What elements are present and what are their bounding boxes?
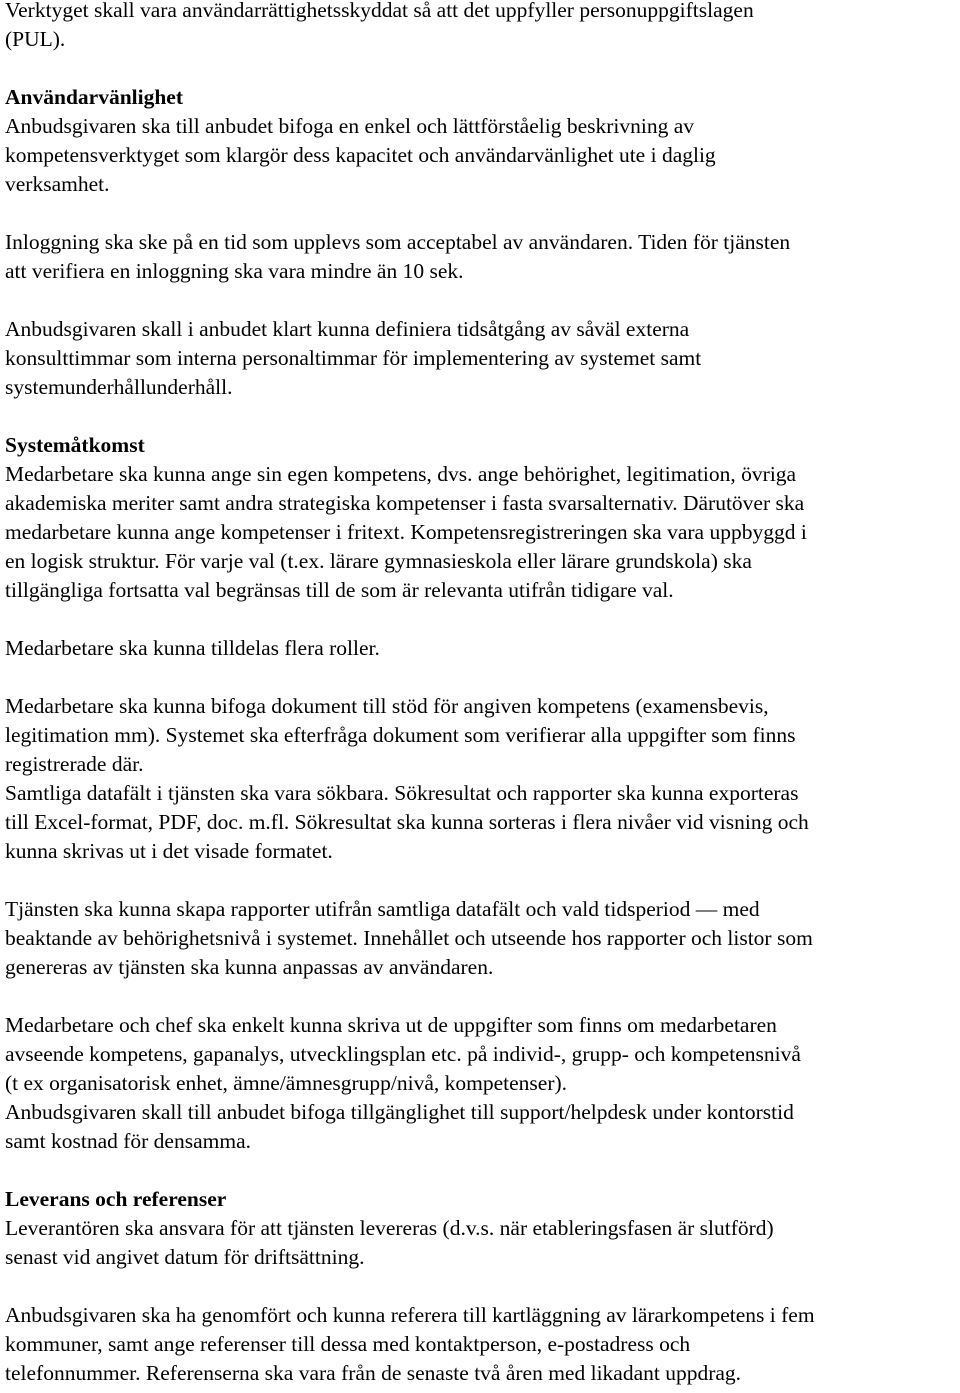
section-heading: Leverans och referenser bbox=[5, 1187, 227, 1211]
paragraph-gap bbox=[5, 605, 955, 634]
text-line: Anbudsgivaren skall i anbudet klart kunna definiera tidsåtgång av såväl externa bbox=[5, 317, 690, 341]
text-line: Anbudsgivaren ska till anbudet bifoga en enkel och lättförståelig beskrivning av bbox=[5, 114, 695, 138]
paragraph-gap bbox=[5, 199, 955, 228]
paragraph-gap bbox=[5, 402, 955, 431]
text-line: akademiska meriter samt andra strategiska kompetenser i fasta svarsalternativ. Därutöver ska bbox=[5, 491, 805, 515]
text-line: Tjänsten ska kunna skapa rapporter utifrån samtliga datafält och vald tidsperiod — med bbox=[5, 897, 760, 921]
paragraph-gap bbox=[5, 54, 955, 83]
paragraph-gap bbox=[5, 1272, 955, 1301]
text-line: kompetensverktyget som klargör dess kapacitet och användarvänlighet ute i daglig bbox=[5, 143, 716, 167]
text-line: medarbetare kunna ange kompetenser i fritext. Kompetensregistreringen ska vara uppbyggd i bbox=[5, 520, 807, 544]
section-heading: Användarvänlighet bbox=[5, 85, 184, 109]
text-line: Leverantören ska ansvara för att tjänsten levereras (d.v.s. när etableringsfasen är slutförd) bbox=[5, 1216, 774, 1240]
paragraph-gap bbox=[5, 286, 955, 315]
text-line: Medarbetare ska kunna ange sin egen kompetens, dvs. ange behörighet, legitimation, övriga bbox=[5, 462, 797, 486]
paragraph-dokument bbox=[5, 692, 955, 779]
paragraph-gap bbox=[5, 866, 955, 895]
section-heading: Systemåtkomst bbox=[5, 433, 145, 457]
text-line: Inloggning ska ske på en tid som upplevs som acceptabel av användaren. Tiden för tjänsten bbox=[5, 230, 791, 254]
paragraph-tidsatgang bbox=[5, 315, 955, 402]
paragraph-support bbox=[5, 1098, 955, 1156]
text-line: Verktyget skall vara användarrättighetsskyddat så att det uppfyller personuppgiftslagen bbox=[5, 0, 754, 22]
paragraph-gap bbox=[5, 982, 955, 1011]
paragraph-gap bbox=[5, 1156, 955, 1185]
paragraph-inloggning bbox=[5, 228, 955, 286]
section-systematkomst bbox=[5, 431, 955, 605]
paragraph-utskrift bbox=[5, 1011, 955, 1098]
paragraph-sokbarhet bbox=[5, 779, 955, 866]
text-line: Samtliga datafält i tjänsten ska vara sökbara. Sökresultat och rapporter ska kunna exporteras bbox=[5, 781, 799, 805]
text-line: Medarbetare och chef ska enkelt kunna skriva ut de uppgifter som finns om medarbetaren bbox=[5, 1013, 777, 1037]
text-line: Anbudsgivaren skall till anbudet bifoga tillgänglighet till support/helpdesk under kontorstid bbox=[5, 1100, 794, 1124]
text-line: senast vid angivet datum för driftsättning. bbox=[5, 1245, 365, 1269]
paragraph-pul bbox=[5, 0, 955, 54]
text-line: registrerade där. bbox=[5, 752, 144, 776]
text-line: kommuner, samt ange referenser till dessa med kontaktperson, e-postadress och bbox=[5, 1332, 691, 1356]
text-line: beaktande av behörighetsnivå i systemet. Innehållet och utseende hos rapporter och listor som bbox=[5, 926, 813, 950]
text-line: systemunderhållunderhåll. bbox=[5, 375, 233, 399]
paragraph-referenser bbox=[5, 1301, 955, 1388]
paragraph-roller bbox=[5, 634, 955, 663]
paragraph-gap bbox=[5, 663, 955, 692]
text-line: verksamhet. bbox=[5, 172, 110, 196]
text-line: telefonnummer. Referenserna ska vara från de senaste två åren med likadant uppdrag. bbox=[5, 1361, 742, 1385]
text-line: kunna skrivas ut i det visade formatet. bbox=[5, 839, 333, 863]
section-leverans bbox=[5, 1185, 955, 1272]
text-line: Anbudsgivaren ska ha genomfört och kunna referera till kartläggning av lärarkompetens i fem bbox=[5, 1303, 815, 1327]
text-line: Medarbetare ska kunna tilldelas flera roller. bbox=[5, 636, 380, 660]
text-line: konsulttimmar som interna personaltimmar för implementering av systemet samt bbox=[5, 346, 702, 370]
text-line: Medarbetare ska kunna bifoga dokument till stöd för angiven kompetens (examensbevis, bbox=[5, 694, 769, 718]
text-line: tillgängliga fortsatta val begränsas till de som är relevanta utifrån tidigare val. bbox=[5, 578, 674, 602]
text-line: till Excel-format, PDF, doc. m.fl. Sökresultat ska kunna sorteras i flera nivåer vid visning och bbox=[5, 810, 809, 834]
text-line: att verifiera en inloggning ska vara mindre än 10 sek. bbox=[5, 259, 464, 283]
text-line: genereras av tjänsten ska kunna anpassas av användaren. bbox=[5, 955, 494, 979]
section-anvandarvanlighet bbox=[5, 83, 955, 199]
text-line: avseende kompetens, gapanalys, utvecklingsplan etc. på individ-, grupp- och kompetensnivå bbox=[5, 1042, 801, 1066]
text-line: (t ex organisatorisk enhet, ämne/ämnesgrupp/nivå, kompetenser). bbox=[5, 1071, 568, 1095]
text-line: legitimation mm). Systemet ska efterfråga dokument som verifierar alla uppgifter som finns bbox=[5, 723, 796, 747]
text-line: en logisk struktur. För varje val (t.ex. lärare gymnasieskola eller lärare grundskola) ska bbox=[5, 549, 752, 573]
text-line: (PUL). bbox=[5, 27, 66, 51]
document-page bbox=[5, 0, 955, 1388]
text-line: samt kostnad för densamma. bbox=[5, 1129, 252, 1153]
paragraph-rapporter bbox=[5, 895, 955, 982]
